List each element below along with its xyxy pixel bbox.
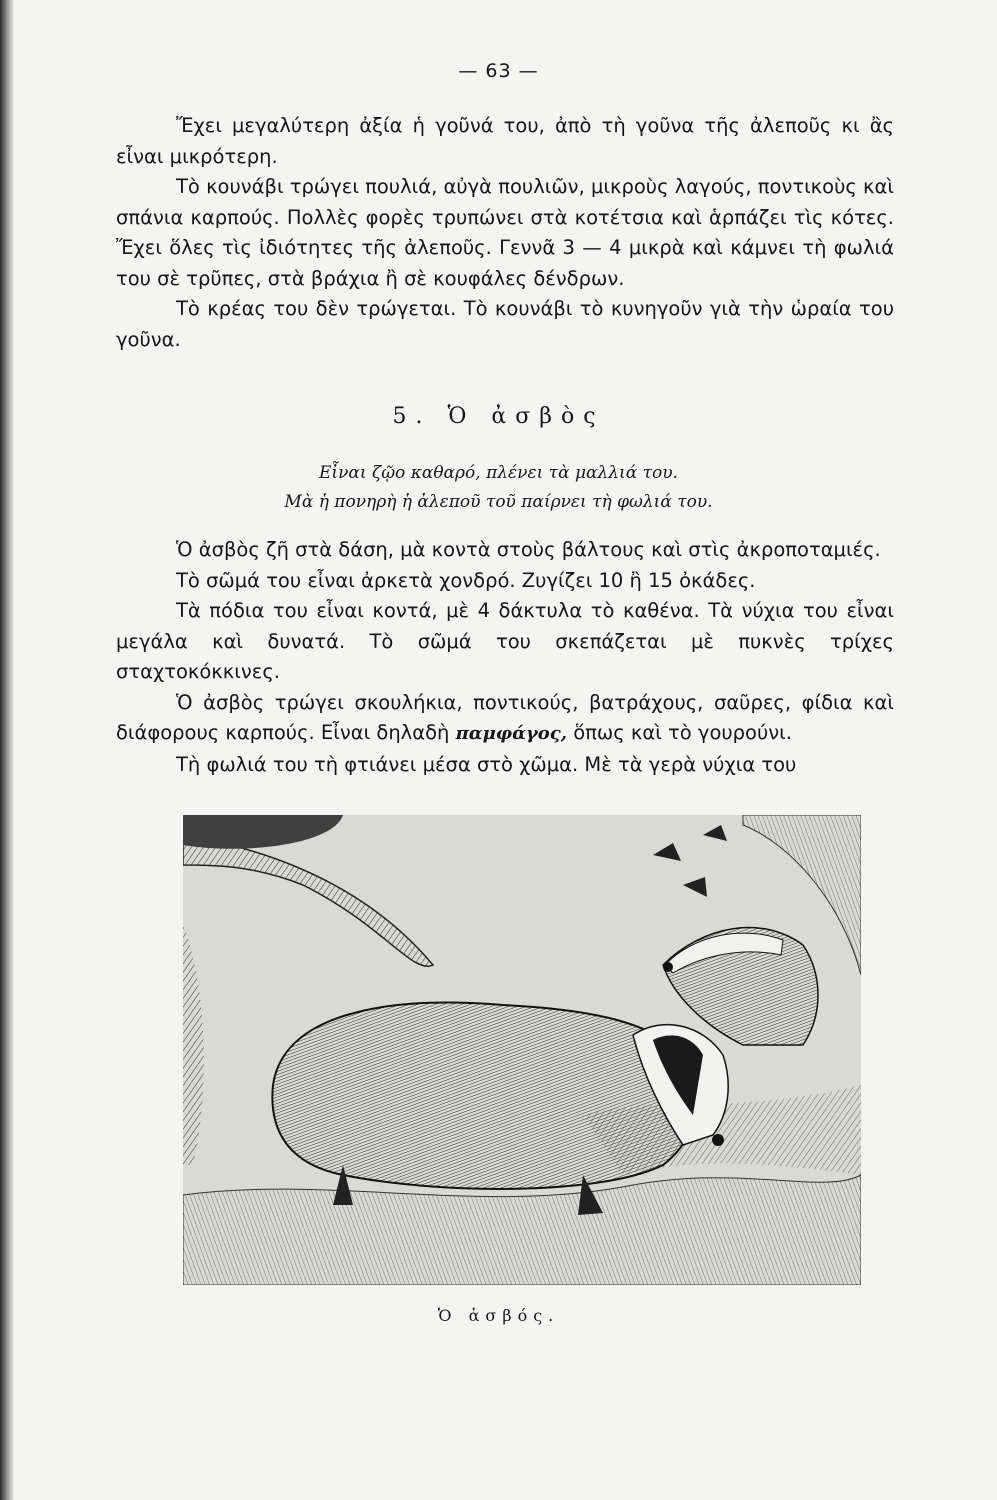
diet-emphasis: παμφάγος, [455, 723, 568, 744]
paragraph-habitat: Ὁ ἀσβὸς ζῆ στὰ δάση, μὰ κοντὰ στοὺς βάλτους καὶ στὶς ἀκροποταμιές. [176, 538, 881, 561]
diet-text-after: ὅπως καὶ τὸ γουρούνι. [567, 721, 792, 744]
top-text-block [116, 111, 894, 355]
paragraph-legs: Τὰ πόδια του εἶναι κοντά, μὲ 4 δάκτυλα τὸ καθένα. Τὰ νύχια του εἶναι μεγάλα καὶ δυνατά. Τὸ σῶμά του σκεπάζεται μὲ πυκνὲς τρίχες σταχτοκόκκινες. [116, 599, 894, 683]
paragraph-marten-diet: Τὸ κουνάβι τρώγει πουλιά, αὐγὰ πουλιῶν, μικροὺς λαγούς, ποντικοὺς καὶ σπάνια καρπούς. Πολλὲς φορὲς τρυπώνει στὰ κοτέτσια καὶ ἁρπάζει τὶς κότες. Ἔχει ὅλες τὶς ἰδιότητες τῆς ἀλεποῦς. Γεννᾶ 3 — 4 μικρὰ καὶ κάμνει τὴ φωλιά του σὲ τρῦπες, στὰ βράχια ἢ σὲ κουφάλες δένδρων. [116, 175, 894, 290]
badger-illustration [183, 815, 861, 1285]
paragraph-body: Τὸ σῶμά του εἶναι ἀρκετὰ χονδρό. Ζυγίζει 10 ἢ 15 ὀκάδες. [176, 568, 756, 592]
illustration-caption: Ὁ ἀσβός. [437, 1306, 560, 1325]
verse-line-2: Μὰ ἡ πονηρὴ ἡ ἀλεποῦ τοῦ παίρνει τὴ φωλιά του. [284, 492, 713, 512]
paragraph-diet [116, 688, 894, 750]
page-edge-shadow [0, 0, 14, 1500]
paragraph-burrow: Τὴ φωλιά του τὴ φτιάνει μέσα στὸ χῶμα. Μὲ τὰ γερὰ νύχια του [176, 752, 797, 776]
badger-text-block [116, 535, 894, 780]
page-number: — 63 — [458, 60, 539, 82]
paragraph-marten-meat: Τὸ κρέας του δὲν τρώγεται. Τὸ κουνάβι τὸ κυνηγοῦν γιὰ τὴν ὡραία του γοῦνα. [116, 297, 894, 351]
section-title: 5. Ὁ ἀσβὸς [392, 404, 605, 429]
paragraph-fur-value: Ἔχει μεγαλύτερη ἀξία ἡ γοῦνά του, ἀπὸ τὴ γοῦνα τῆς ἀλεποῦς κι ἂς εἶναι μικρότερη. [116, 114, 894, 168]
diet-text-before: Ὁ ἀσβὸς τρώγει σκουλήκια, ποντικούς, βατράχους, σαῦρες, φίδια καὶ διάφορους καρπούς. Εἶναι δηλαδὴ [116, 690, 894, 744]
verse-line-1: Εἶναι ζῷο καθαρό, πλένει τὰ μαλλιά του. [319, 463, 678, 483]
